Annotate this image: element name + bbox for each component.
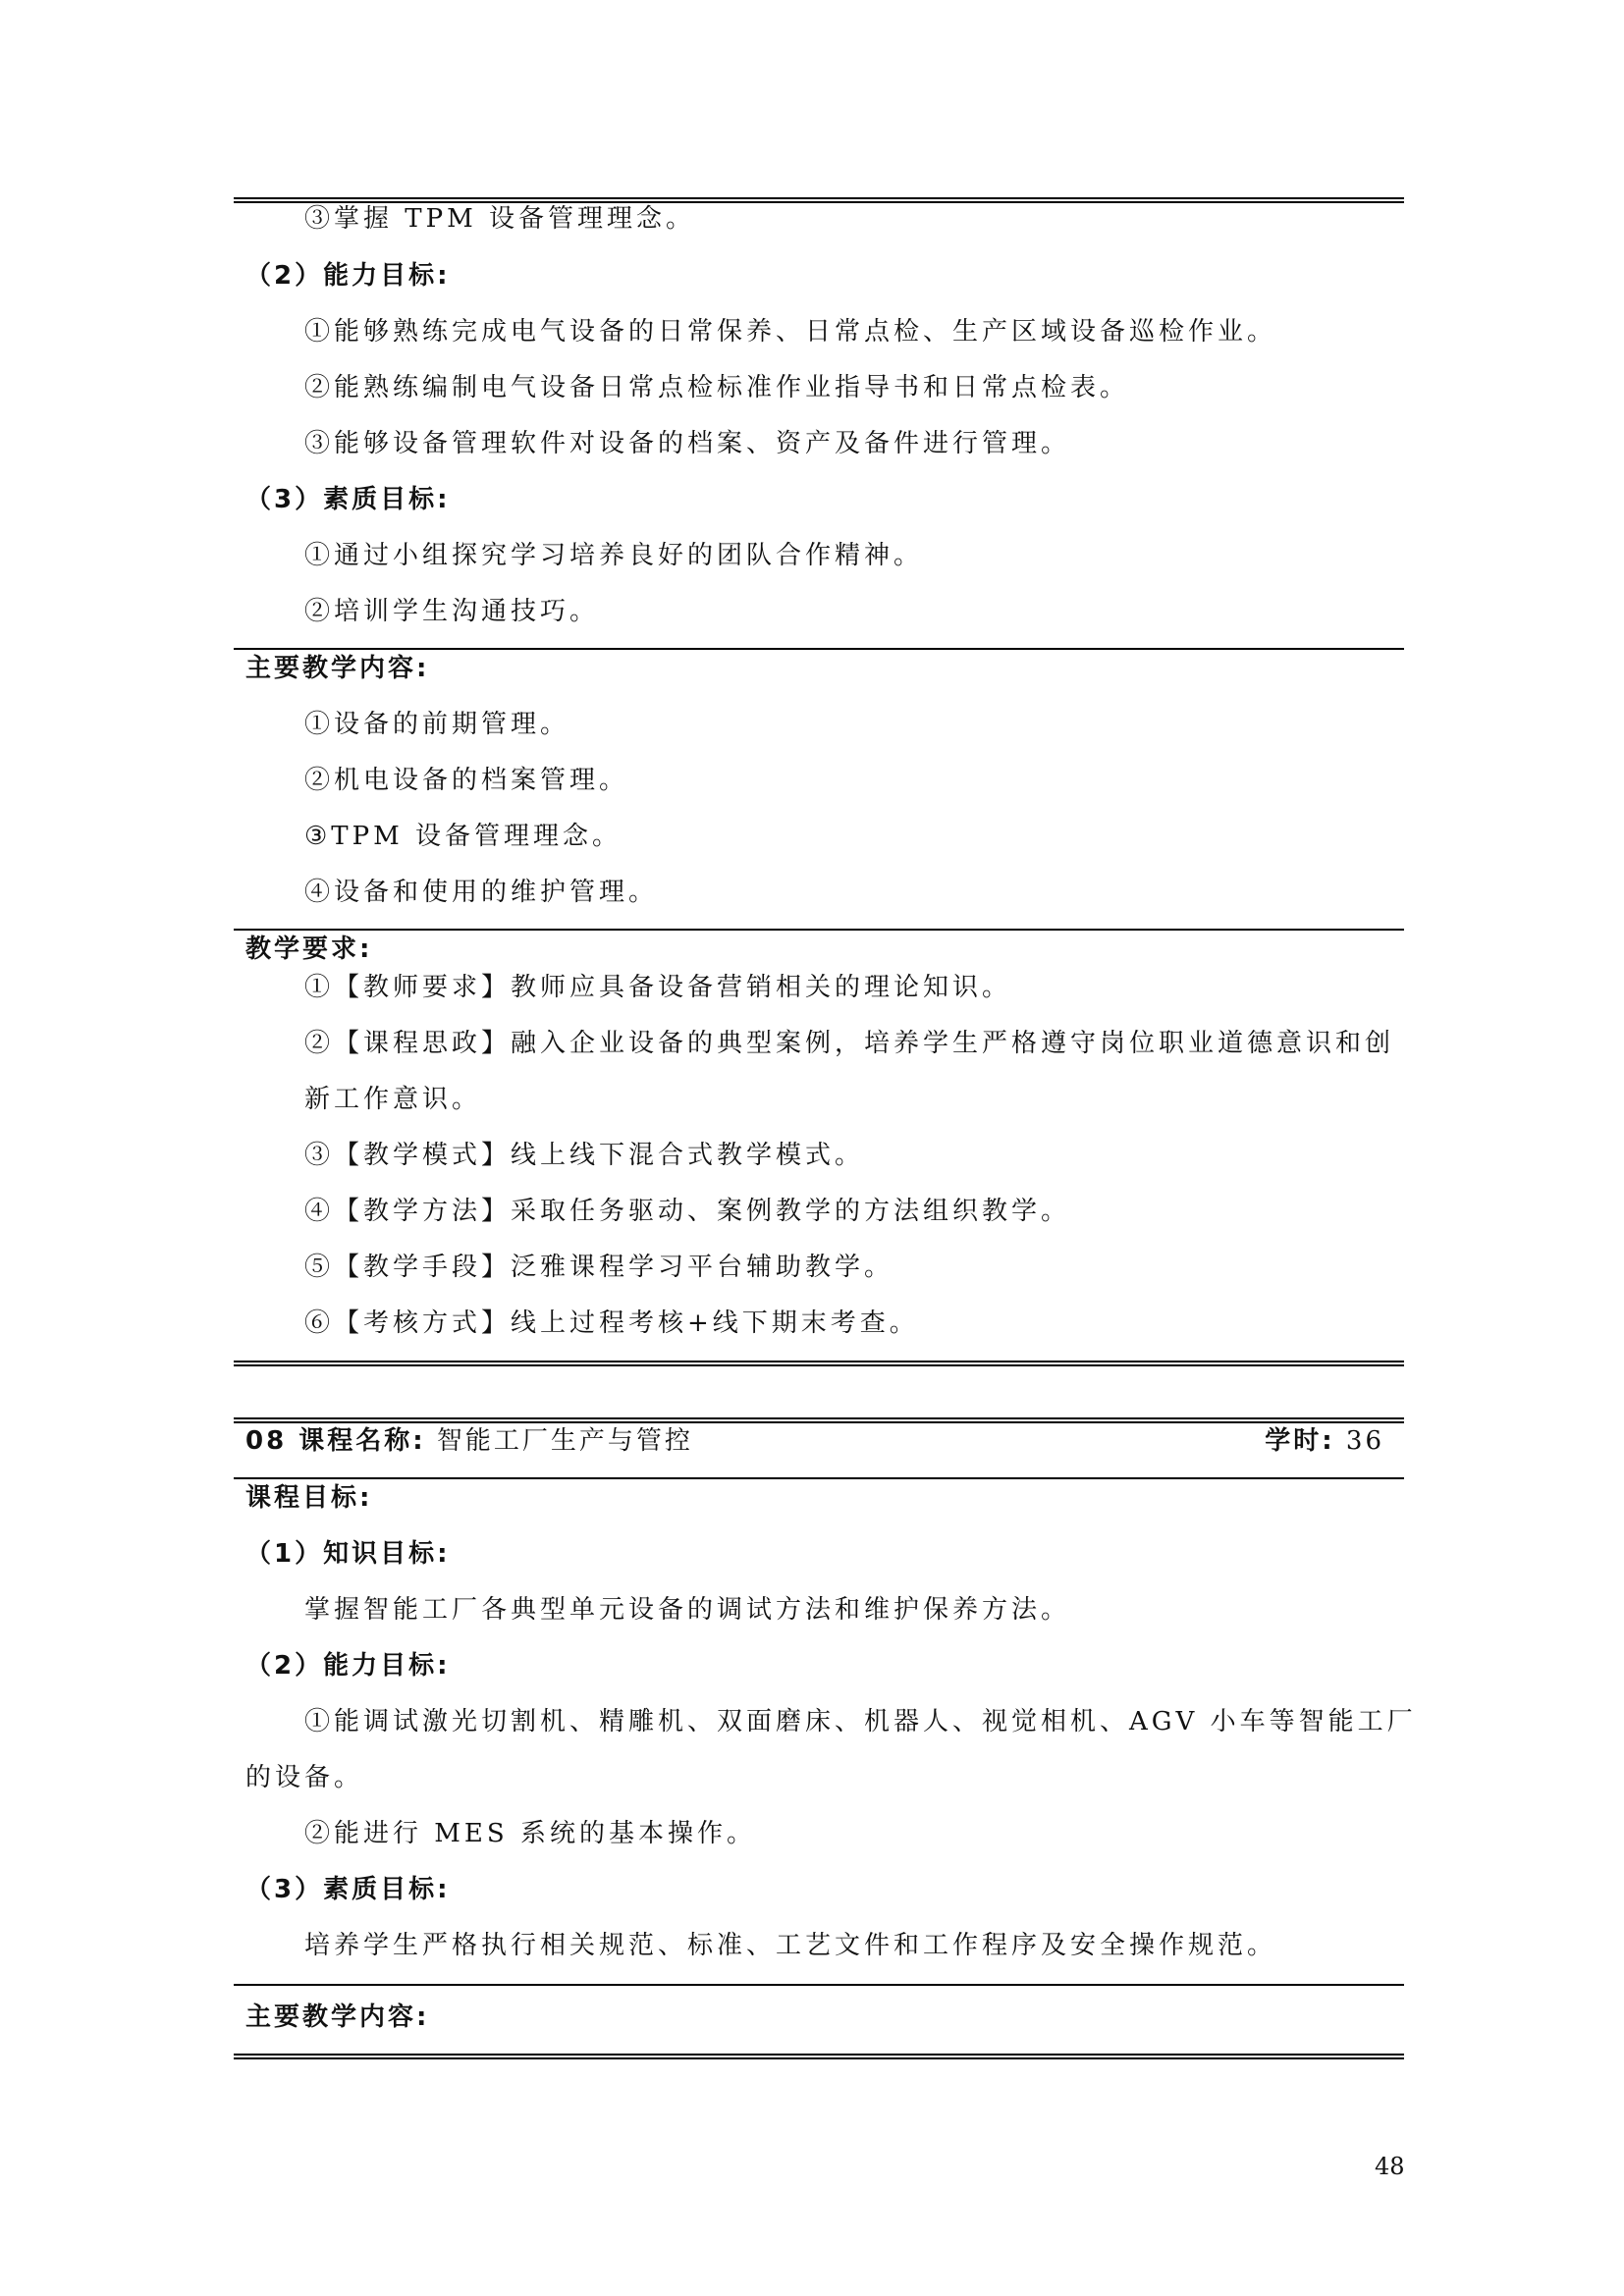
section-b-bottom-rule	[234, 2054, 1404, 2059]
divider-content-b	[234, 1984, 1404, 1986]
divider-goals	[234, 1477, 1404, 1479]
content-item-2: ②机电设备的档案管理。	[304, 766, 629, 795]
course-hours	[1265, 1424, 1384, 1458]
page-number: 48	[1375, 2153, 1405, 2180]
requirement-item-3: ③【教学模式】线上线下混合式教学模式。	[304, 1141, 865, 1170]
goal-heading: 课程目标:	[245, 1483, 373, 1513]
ability-line-1: ①能调试激光切割机、精雕机、双面磨床、机器人、视觉相机、AGV 小车等智能工厂	[304, 1707, 1417, 1736]
ability-line-2: 的设备。	[245, 1763, 364, 1792]
requirement-item-2-cont: 新工作意识。	[304, 1085, 482, 1114]
ability-item-2-b: ②能进行 MES 系统的基本操作。	[304, 1819, 756, 1848]
content-heading-b: 主要教学内容:	[245, 2002, 430, 2032]
knowledge-text: 掌握智能工厂各典型单元设备的调试方法和维护保养方法。	[304, 1595, 1071, 1625]
ability-heading-b: （2）能力目标:	[245, 1651, 451, 1681]
course-title	[245, 1424, 693, 1458]
requirement-item-2: ②【课程思政】融入企业设备的典型案例，培养学生严格遵守岗位职业道德意识和创	[304, 1029, 1395, 1058]
content-item-4: ④设备和使用的维护管理。	[304, 878, 659, 907]
quality-text: 培养学生严格执行相关规范、标准、工艺文件和工作程序及安全操作规范。	[304, 1931, 1277, 1960]
requirement-item-1: ①【教师要求】教师应具备设备营销相关的理论知识。	[304, 973, 1012, 1002]
requirement-item-5: ⑤【教学手段】泛雅课程学习平台辅助教学。	[304, 1253, 894, 1282]
knowledge-heading: （1）知识目标:	[245, 1539, 451, 1569]
divider-content	[234, 648, 1404, 650]
course-label: 08 课程名称:	[245, 1426, 426, 1456]
ability-item-3: ③能够设备管理软件对设备的档案、资产及备件进行管理。	[304, 429, 1071, 458]
ability-item-1: ①能够熟练完成电气设备的日常保养、日常点检、生产区域设备巡检作业。	[304, 317, 1277, 347]
divider-requirements	[234, 929, 1404, 931]
course-name: 智能工厂生产与管控	[436, 1426, 693, 1456]
hours-label: 学时:	[1265, 1426, 1335, 1456]
quality-item-1: ①通过小组探究学习培养良好的团队合作精神。	[304, 541, 924, 570]
section-b-top-rule	[234, 1417, 1404, 1423]
requirement-item-6: ⑥【考核方式】线上过程考核+线下期末考查。	[304, 1308, 919, 1338]
requirements-heading: 教学要求:	[245, 934, 373, 964]
section-a-bottom-rule	[234, 1361, 1404, 1366]
ability-heading: （2）能力目标:	[245, 261, 451, 291]
ability-item-2: ②能熟练编制电气设备日常点检标准作业指导书和日常点检表。	[304, 373, 1130, 402]
quality-heading: （3）素质目标:	[245, 485, 451, 514]
quality-heading-b: （3）素质目标:	[245, 1875, 451, 1904]
content-item-3: ③TPM 设备管理理念。	[304, 822, 623, 851]
quality-item-2: ②培训学生沟通技巧。	[304, 597, 600, 626]
knowledge-item-3: ③掌握 TPM 设备管理理念。	[304, 204, 695, 234]
content-heading: 主要教学内容:	[245, 654, 430, 683]
requirement-item-4: ④【教学方法】采取任务驱动、案例教学的方法组织教学。	[304, 1197, 1071, 1226]
hours-value: 36	[1345, 1426, 1384, 1456]
content-item-1: ①设备的前期管理。	[304, 710, 570, 739]
